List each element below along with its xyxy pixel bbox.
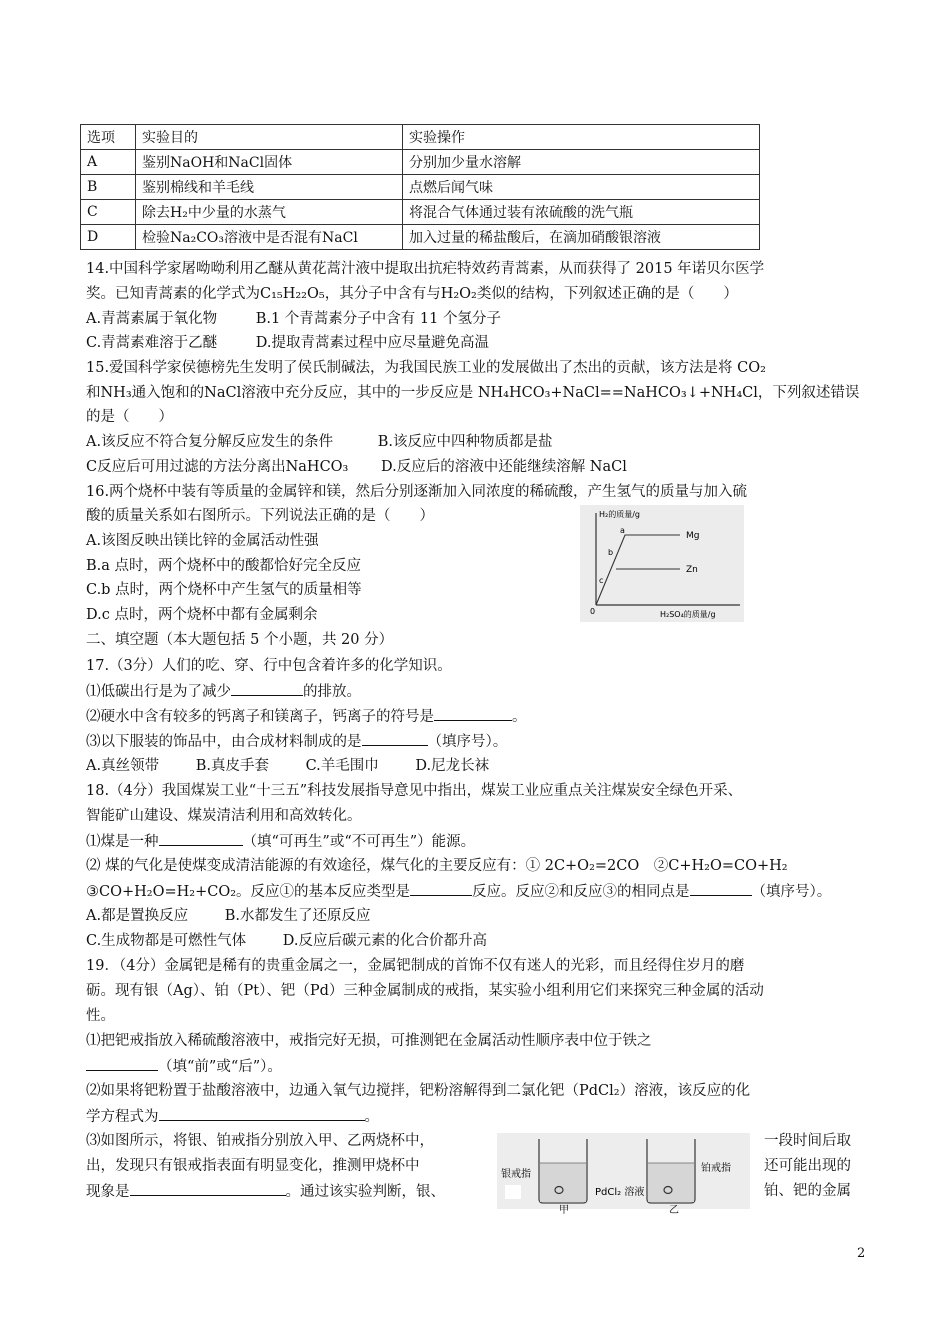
q15-stem-line3: 的是（ ） (86, 409, 173, 425)
table-cell: C (81, 200, 136, 225)
table-header: 实验操作 (403, 125, 760, 150)
q14-options-cd (86, 333, 489, 353)
table-header: 实验目的 (136, 125, 403, 150)
q17-part1-text-end: 的排放。 (303, 684, 361, 700)
q16-option-d: D.c 点时，两个烧杯中都有金属剩余 (86, 607, 318, 623)
table-cell: 将混合气体通过装有浓硫酸的洗气瓶 (403, 200, 760, 225)
q18-option-d: D.反应后碳元素的化合价都升高 (282, 933, 488, 949)
q17-option-b: B.真皮手套 (195, 758, 269, 774)
q19-stem-line3: 性。 (86, 1008, 115, 1024)
q14-stem-line2: 奖。已知青蒿素的化学式为C₁₅H₂₂O₅，其分子中含有与H₂O₂类似的结构，下列叙述正确的是（ ） (86, 286, 738, 302)
answer-blank (159, 1106, 365, 1121)
q15-options-cd (86, 457, 627, 477)
q15-option-c: C反应后可用过滤的方法分离出NaHCO₃ (86, 459, 349, 475)
mg-line (596, 535, 680, 605)
q19-stem-line1: 19．（4分）金属钯是稀有的贵重金属之一，金属钯制成的首饰不仅有迷人的光彩，而且经得住岁月的磨 (86, 958, 745, 974)
beaker-right-label: 乙 (669, 1205, 679, 1216)
q19-part2: ⑵如果将钯粉置于盐酸溶液中，边通入氧气边搅拌，钯粉溶解得到二氯化钯（PdCl₂）溶液，该反应的化 (86, 1083, 751, 1099)
q17-part3 (86, 731, 507, 752)
answer-blank (130, 1181, 286, 1196)
q19-part1-cont (86, 1056, 282, 1077)
q18-stem-line2: 智能矿山建设、煤炭清洁利用和高效转化。 (86, 808, 362, 824)
section-heading: 二、填空题（本大题包括 5 个小题，共 20 分） (86, 632, 394, 648)
q15-stem-line1: 15.爱国科学家侯德榜先生发明了侯氏制碱法，为我国民族工业的发展做出了杰出的贡献，该方法是将 CO₂ (86, 360, 766, 376)
q19-beaker-figure (497, 1133, 750, 1216)
point-a-label: a (620, 526, 625, 535)
q14-option-d: D.提取青蒿素过程中应尽量避免高温 (255, 335, 490, 351)
q14-option-a: A.青蒿素属于氧化物 (86, 311, 218, 327)
q18-option-b: B.水都发生了还原反应 (224, 908, 371, 924)
q18-part1-text: ⑴煤是一种 (86, 834, 159, 850)
q18-part1 (86, 831, 475, 852)
q15-stem-line2: 和NH₃通入饱和的NaCl溶液中充分反应，其中的一步反应是 NH₄HCO₃+NaCl==NaHCO₃↓+NH₄Cl，下列叙述错误 (86, 385, 860, 401)
q19-part3-line3 (86, 1181, 445, 1202)
table-row (81, 150, 760, 175)
x-axis-label: H₂SO₄的质量/g (660, 610, 716, 619)
answer-blank (690, 881, 752, 896)
q17-option-d: D.尼龙长袜 (415, 758, 490, 774)
answer-blank (434, 706, 512, 721)
page-number: 2 (857, 1246, 866, 1261)
q17-part2-text: ⑵硬水中含有较多的钙离子和镁离子，钙离子的符号是 (86, 709, 434, 725)
q18-option-c: C.生成物都是可燃性气体 (86, 933, 247, 949)
options-table (80, 124, 760, 250)
answer-blank (362, 731, 428, 746)
q17-part3-text-end: （填序号）。 (427, 734, 508, 750)
image-blemish (505, 1185, 521, 1199)
q16-stem-line1: 16.两个烧杯中装有等质量的金属锌和镁，然后分别逐渐加入同浓度的稀硫酸，产生氢气的质量与加入硫 (86, 484, 748, 500)
q14-options-ab (86, 309, 501, 329)
q15-option-a: A.该反应不符合复分解反应发生的条件 (86, 434, 334, 450)
answer-blank (410, 881, 472, 896)
answer-blank (159, 831, 243, 846)
q18-options-ab (86, 906, 370, 926)
q19-part3-text-mid: 。通过该实验判断，银、 (285, 1184, 445, 1200)
point-c-label: c (599, 576, 604, 585)
q19-part1: ⑴把钯戒指放入稀硫酸溶液中，戒指完好无损，可推测钯在金属活动性顺序表中位于铁之 (86, 1033, 652, 1049)
q14-option-c: C.青蒿素难溶于乙醚 (86, 335, 218, 351)
q17-part1 (86, 681, 361, 702)
answer-blank (86, 1056, 158, 1071)
q17-part1-text: ⑴低碳出行是为了减少 (86, 684, 231, 700)
table-cell: B (81, 175, 136, 200)
q16-graph (580, 505, 744, 622)
q16-graph-svg (580, 505, 744, 622)
q15-option-b: B.该反应中四种物质都是盐 (377, 434, 553, 450)
ring-right-label: 铂戒指 (701, 1163, 731, 1174)
mg-label: Mg (686, 531, 700, 541)
ring-left-label: 银戒指 (501, 1169, 531, 1180)
q17-option-c: C.羊毛围巾 (305, 758, 379, 774)
q19-part3-line2: 出，发现只有银戒指表面有明显变化，推测甲烧杯中 (86, 1158, 420, 1174)
q16-option-a: A.该图反映出镁比锌的金属活动性强 (86, 533, 319, 549)
q19-part1-text-end: （填“前”或“后”）。 (158, 1059, 282, 1075)
q18-part2: ⑵ 煤的气化是使煤变成清洁能源的有效途径，煤气化的主要反应有：① 2C+O₂=2CO ②C+H₂O=CO+H₂ (86, 858, 788, 874)
q18-part3 (86, 881, 831, 902)
q18-stem-line1: 18.（4分）我国煤炭工业“十三五”科技发展指导意见中指出，煤炭工业应重点关注煤炭安全绿色开采、 (86, 783, 743, 799)
table-cell: A (81, 150, 136, 175)
origin-label: 0 (590, 607, 596, 616)
q17-option-a: A.真丝领带 (86, 758, 160, 774)
q19-part2-cont (86, 1106, 379, 1127)
q17-part3-text: ⑶以下服装的饰品中，由合成材料制成的是 (86, 734, 362, 750)
solution-label: PdCl₂ 溶液 (595, 1187, 645, 1198)
table-header: 选项 (81, 125, 136, 150)
point-b-label: b (608, 548, 614, 557)
q18-options-cd (86, 931, 487, 951)
beaker-right-liquid (648, 1163, 694, 1202)
q16-option-b: B.a 点时，两个烧杯中的酸都恰好完全反应 (86, 558, 362, 574)
q19-part2-text-end: 。 (364, 1109, 379, 1125)
q17-options (86, 756, 489, 776)
table-cell: 鉴别棉线和羊毛线 (136, 175, 403, 200)
q18-part1-text-end: （填“可再生”或“不可再生”）能源。 (242, 834, 476, 850)
q17-part2-text-end: 。 (512, 709, 527, 725)
q19-part3-text: 现象是 (86, 1184, 130, 1200)
q19-part3-line1 (86, 1131, 434, 1151)
answer-blank (231, 681, 303, 696)
q19-part3-text: ⑶如图所示，将银、铂戒指分别放入甲、乙两烧杯中， (86, 1133, 434, 1149)
q19-part3-line1-right: 一段时间后取 (764, 1133, 851, 1149)
q17-stem: 17.（3分）人们的吃、穿、行中包含着许多的化学知识。 (86, 658, 452, 674)
q18-part3-text-end: （填序号）。 (751, 884, 832, 900)
table-cell: D (81, 225, 136, 250)
q15-options-ab (86, 432, 552, 452)
q15-option-d: D.反应后的溶液中还能继续溶解 NaCl (380, 459, 627, 475)
y-axis-label: H₂的质量/g (599, 510, 640, 519)
table-header-row (81, 125, 760, 150)
table-row (81, 200, 760, 225)
beaker-left-label: 甲 (559, 1205, 569, 1216)
beaker-left-liquid (540, 1163, 586, 1202)
table-cell: 鉴别NaOH和NaCl固体 (136, 150, 403, 175)
q16-option-c: C.b 点时，两个烧杯中产生氢气的质量相等 (86, 582, 362, 598)
table-cell: 加入过量的稀盐酸后，在滴加硝酸银溶液 (403, 225, 760, 250)
q14-stem-line1: 14.中国科学家屠呦呦利用乙醚从黄花蒿汁液中提取出抗疟特效药青蒿素，从而获得了 2015 年诺贝尔医学 (86, 261, 765, 277)
q18-option-a: A.都是置换反应 (86, 908, 189, 924)
q14-option-b: B.1 个青蒿素分子中含有 11 个氢分子 (255, 311, 501, 327)
zn-label: Zn (686, 565, 698, 575)
q19-stem-line2: 砺。现有银（Ag）、铂（Pt）、钯（Pd）三种金属制成的戒指，某实验小组利用它们来探究三种金属的活动 (86, 983, 764, 999)
q17-part2 (86, 706, 527, 727)
table-cell: 点燃后闻气味 (403, 175, 760, 200)
table-cell: 除去H₂中少量的水蒸气 (136, 200, 403, 225)
q18-part3-text: ③CO+H₂O=H₂+CO₂。反应①的基本反应类型是 (86, 884, 411, 900)
q19-beaker-svg (497, 1133, 750, 1216)
table-row (81, 225, 760, 250)
q16-stem-line2: 酸的质量关系如右图所示。下列说法正确的是（ ） (86, 508, 434, 524)
table-row (81, 175, 760, 200)
q19-part2-text: 学方程式为 (86, 1109, 159, 1125)
table-cell: 检验Na₂CO₃溶液中是否混有NaCl (136, 225, 403, 250)
q19-part3-line2-right: 还可能出现的 (764, 1158, 851, 1174)
table-cell: 分别加少量水溶解 (403, 150, 760, 175)
q18-part3-text-mid: 反应。反应②和反应③的相同点是 (472, 884, 690, 900)
q19-part3-line3-right: 铂、钯的金属 (764, 1183, 851, 1199)
